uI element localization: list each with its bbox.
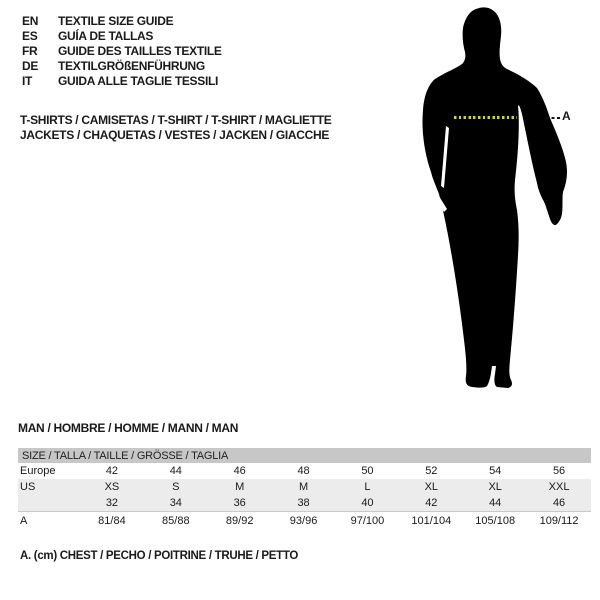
table-cell: 56 <box>552 465 566 477</box>
table-cell: 81/84 <box>98 515 126 527</box>
row-label: US <box>20 481 36 493</box>
language-list <box>22 13 222 88</box>
language-code: IT <box>22 73 33 88</box>
language-code: DE <box>22 58 39 73</box>
category-line-jackets: JACKETS / CHAQUETAS / VESTES / JACKEN / GIACCHE <box>20 128 330 142</box>
table-cell: 40 <box>361 497 374 509</box>
table-cell: 97/100 <box>350 515 385 527</box>
table-cell: 46 <box>233 465 246 477</box>
table-cell: 85/88 <box>162 515 190 527</box>
language-row-de <box>22 58 222 73</box>
table-row-us <box>18 479 591 495</box>
table-cell: 42 <box>425 497 438 509</box>
language-row-it <box>22 73 222 88</box>
table-cell: XL <box>488 481 502 493</box>
table-cell: S <box>172 481 180 493</box>
measure-leader-dashes <box>546 117 560 119</box>
language-code: EN <box>22 13 39 28</box>
chest-measure-dotted-line <box>454 116 517 119</box>
table-cell: 105/108 <box>475 515 516 527</box>
table-cell: 38 <box>297 497 310 509</box>
language-row-en <box>22 13 222 28</box>
language-row-es <box>22 28 222 43</box>
section-title-man: MAN / HOMBRE / HOMME / MANN / MAN <box>18 421 239 435</box>
table-cell: 101/104 <box>411 515 452 527</box>
table-cell: 44 <box>489 497 502 509</box>
table-row-europe <box>18 463 591 479</box>
row-label: A <box>20 515 28 527</box>
size-table <box>18 448 591 530</box>
shaded-row-band <box>18 479 591 512</box>
table-cell: 42 <box>105 465 119 477</box>
table-cell: L <box>364 481 371 493</box>
man-silhouette-figure <box>405 0 580 400</box>
measurement-footnote: A. (cm) CHEST / PECHO / POITRINE / TRUHE / PETTO <box>20 550 299 562</box>
language-code: FR <box>22 43 38 58</box>
table-cell: 52 <box>425 465 438 477</box>
language-code: ES <box>22 28 38 43</box>
size-table-header <box>18 448 591 463</box>
table-row-uk <box>18 495 591 511</box>
table-cell: XS <box>104 481 120 493</box>
category-line-tshirts: T-SHIRTS / CAMISETAS / T-SHIRT / T-SHIRT / MAGLIETTE <box>20 113 332 127</box>
measure-label-a: A <box>562 109 571 123</box>
table-cell: 32 <box>105 497 119 509</box>
row-label: Europe <box>20 465 56 477</box>
man-silhouette-icon <box>405 0 575 400</box>
table-cell: M <box>298 481 309 493</box>
table-cell: 46 <box>552 497 566 509</box>
table-cell: 34 <box>169 497 182 509</box>
table-cell: XL <box>424 481 439 493</box>
table-cell: 93/96 <box>289 515 318 527</box>
size-table-header-label: SIZE / TALLA / TAILLE / GRÖSSE / TAGLIA <box>22 449 229 462</box>
table-cell: 44 <box>169 465 182 477</box>
language-label: GUÍA DE TALLAS <box>58 28 154 43</box>
language-label: GUIDE DES TAILLES TEXTILE <box>58 43 222 58</box>
table-row-chest <box>18 512 591 530</box>
language-label: TEXTILGRÖßENFÜHRUNG <box>58 58 205 73</box>
language-label: TEXTILE SIZE GUIDE <box>58 13 174 28</box>
language-label: GUIDA ALLE TAGLIE TESSILI <box>58 73 219 88</box>
table-cell: 54 <box>489 465 502 477</box>
category-lines <box>20 113 332 143</box>
table-cell: 36 <box>233 497 246 509</box>
table-cell: 89/92 <box>225 515 254 527</box>
table-cell: 48 <box>297 465 310 477</box>
table-cell: 50 <box>361 465 374 477</box>
language-row-fr <box>22 43 222 58</box>
table-cell: XXL <box>548 481 570 493</box>
table-cell: 109/112 <box>539 515 579 527</box>
table-cell: M <box>235 481 245 493</box>
